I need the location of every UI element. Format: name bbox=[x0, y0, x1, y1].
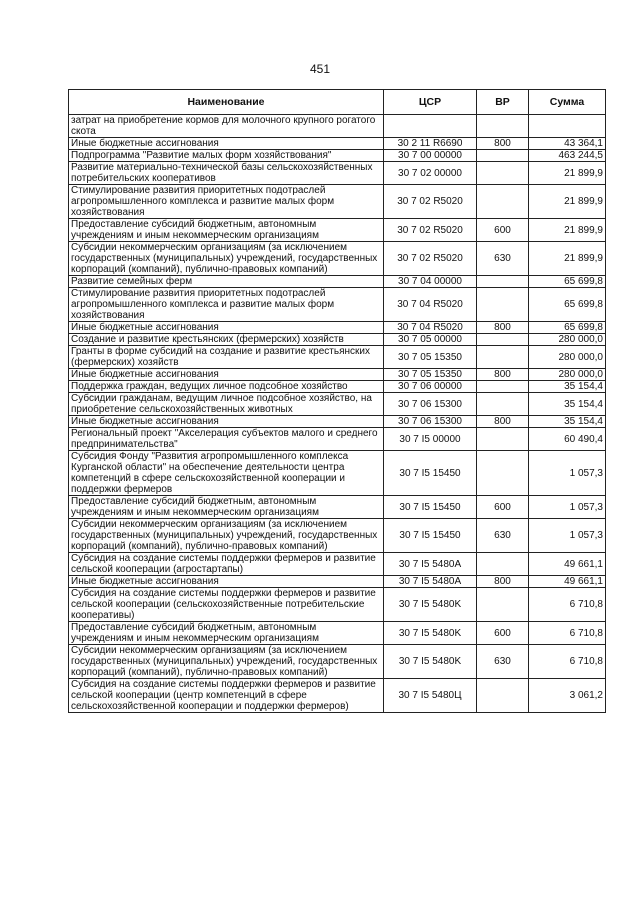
cell-name: Иные бюджетные ассигнования bbox=[69, 369, 384, 381]
cell-sum: 1 057,3 bbox=[529, 451, 606, 496]
cell-csr: 30 7 I5 5480K bbox=[384, 588, 477, 622]
cell-name: Развитие материально-технической базы сельскохозяйственных потребительских кооперативов bbox=[69, 162, 384, 185]
cell-sum: 21 899,9 bbox=[529, 162, 606, 185]
cell-name: Субсидия на создание системы поддержки фермеров и развитие сельской кооперации (сельскохозяйственные потребительские кооперативы) bbox=[69, 588, 384, 622]
cell-csr: 30 7 04 00000 bbox=[384, 276, 477, 288]
cell-name: Поддержка граждан, ведущих личное подсобное хозяйство bbox=[69, 381, 384, 393]
table-row bbox=[69, 588, 606, 622]
cell-name: затрат на приобретение кормов для молочного крупного рогатого скота bbox=[69, 115, 384, 138]
cell-csr: 30 7 06 00000 bbox=[384, 381, 477, 393]
cell-csr: 30 7 I5 5480K bbox=[384, 622, 477, 645]
cell-csr bbox=[384, 115, 477, 138]
cell-vr: 800 bbox=[477, 322, 529, 334]
cell-csr: 30 7 04 R5020 bbox=[384, 322, 477, 334]
cell-csr: 30 7 02 R5020 bbox=[384, 219, 477, 242]
cell-vr: 600 bbox=[477, 496, 529, 519]
cell-sum: 6 710,8 bbox=[529, 622, 606, 645]
cell-vr bbox=[477, 381, 529, 393]
header-name: Наименование bbox=[69, 90, 384, 115]
cell-sum: 21 899,9 bbox=[529, 242, 606, 276]
table-row bbox=[69, 393, 606, 416]
table-row bbox=[69, 645, 606, 679]
cell-sum: 6 710,8 bbox=[529, 588, 606, 622]
cell-name: Субсидии некоммерческим организациям (за исключением государственных (муниципальных) учреждений, государственных корпораций (компаний), публично-правовых компаний) bbox=[69, 519, 384, 553]
cell-vr: 600 bbox=[477, 219, 529, 242]
cell-name: Субсидия Фонду "Развития агропромышленного комплекса Курганской области" на обеспечение деятельности центра компетенций в сфере сельскохозяйственной кооперации и поддержки фермеров bbox=[69, 451, 384, 496]
cell-vr bbox=[477, 679, 529, 713]
cell-vr bbox=[477, 185, 529, 219]
cell-vr bbox=[477, 334, 529, 346]
cell-vr: 800 bbox=[477, 416, 529, 428]
cell-name: Иные бюджетные ассигнования bbox=[69, 138, 384, 150]
cell-name: Субсидия на создание системы поддержки фермеров и развитие сельской кооперации (агростартапы) bbox=[69, 553, 384, 576]
cell-sum bbox=[529, 115, 606, 138]
cell-name: Субсидия на создание системы поддержки фермеров и развитие сельской кооперации (центр компетенций в сфере сельскохозяйственной кооперации и поддержки фермеров) bbox=[69, 679, 384, 713]
cell-vr: 800 bbox=[477, 369, 529, 381]
table-row bbox=[69, 622, 606, 645]
table-row bbox=[69, 219, 606, 242]
page-number: 451 bbox=[309, 62, 331, 76]
cell-sum: 35 154,4 bbox=[529, 393, 606, 416]
cell-csr: 30 7 02 00000 bbox=[384, 162, 477, 185]
cell-name: Субсидии некоммерческим организациям (за исключением государственных (муниципальных) учреждений, государственных корпораций (компаний), публично-правовых компаний) bbox=[69, 645, 384, 679]
cell-name: Развитие семейных ферм bbox=[69, 276, 384, 288]
table-row bbox=[69, 496, 606, 519]
cell-sum: 49 661,1 bbox=[529, 553, 606, 576]
cell-csr: 30 2 11 R6690 bbox=[384, 138, 477, 150]
cell-sum: 21 899,9 bbox=[529, 185, 606, 219]
cell-csr: 30 7 05 15350 bbox=[384, 369, 477, 381]
cell-vr bbox=[477, 150, 529, 162]
table-row bbox=[69, 322, 606, 334]
cell-vr bbox=[477, 428, 529, 451]
cell-sum: 65 699,8 bbox=[529, 276, 606, 288]
cell-sum: 65 699,8 bbox=[529, 322, 606, 334]
cell-vr: 600 bbox=[477, 622, 529, 645]
cell-sum: 35 154,4 bbox=[529, 381, 606, 393]
cell-csr: 30 7 I5 00000 bbox=[384, 428, 477, 451]
table-row bbox=[69, 115, 606, 138]
table-row bbox=[69, 576, 606, 588]
cell-sum: 60 490,4 bbox=[529, 428, 606, 451]
cell-sum: 6 710,8 bbox=[529, 645, 606, 679]
table-row bbox=[69, 679, 606, 713]
cell-name: Иные бюджетные ассигнования bbox=[69, 576, 384, 588]
cell-vr: 630 bbox=[477, 242, 529, 276]
cell-name: Подпрограмма "Развитие малых форм хозяйствования" bbox=[69, 150, 384, 162]
cell-vr bbox=[477, 115, 529, 138]
table-row bbox=[69, 288, 606, 322]
cell-csr: 30 7 I5 5480A bbox=[384, 553, 477, 576]
cell-csr: 30 7 02 R5020 bbox=[384, 185, 477, 219]
cell-vr bbox=[477, 393, 529, 416]
cell-name: Предоставление субсидий бюджетным, автономным учреждениям и иным некоммерческим организациям bbox=[69, 219, 384, 242]
table-row bbox=[69, 334, 606, 346]
cell-vr bbox=[477, 276, 529, 288]
table-row bbox=[69, 242, 606, 276]
cell-name: Гранты в форме субсидий на создание и развитие крестьянских (фермерских) хозяйств bbox=[69, 346, 384, 369]
cell-vr bbox=[477, 588, 529, 622]
cell-name: Стимулирование развития приоритетных подотраслей агропромышленного комплекса и развитие малых форм хозяйствования bbox=[69, 185, 384, 219]
header-sum: Сумма bbox=[529, 90, 606, 115]
cell-vr bbox=[477, 162, 529, 185]
table-row bbox=[69, 162, 606, 185]
cell-vr bbox=[477, 288, 529, 322]
table-row bbox=[69, 428, 606, 451]
table-row bbox=[69, 381, 606, 393]
cell-csr: 30 7 I5 5480Ц bbox=[384, 679, 477, 713]
table-row bbox=[69, 416, 606, 428]
header-row bbox=[69, 90, 606, 115]
cell-name: Создание и развитие крестьянских (фермерских) хозяйств bbox=[69, 334, 384, 346]
table-row bbox=[69, 150, 606, 162]
cell-csr: 30 7 I5 5480A bbox=[384, 576, 477, 588]
cell-name: Субсидии гражданам, ведущим личное подсобное хозяйство, на приобретение сельскохозяйственных животных bbox=[69, 393, 384, 416]
cell-csr: 30 7 I5 5480K bbox=[384, 645, 477, 679]
cell-vr: 800 bbox=[477, 138, 529, 150]
cell-name: Региональный проект "Акселерация субъектов малого и среднего предпринимательства" bbox=[69, 428, 384, 451]
table-row bbox=[69, 346, 606, 369]
cell-vr bbox=[477, 451, 529, 496]
cell-vr: 630 bbox=[477, 519, 529, 553]
cell-csr: 30 7 I5 15450 bbox=[384, 519, 477, 553]
cell-sum: 1 057,3 bbox=[529, 496, 606, 519]
cell-csr: 30 7 06 15300 bbox=[384, 416, 477, 428]
table-body bbox=[69, 115, 606, 713]
table-row bbox=[69, 138, 606, 150]
cell-vr: 800 bbox=[477, 576, 529, 588]
cell-sum: 49 661,1 bbox=[529, 576, 606, 588]
cell-sum: 280 000,0 bbox=[529, 334, 606, 346]
cell-sum: 1 057,3 bbox=[529, 519, 606, 553]
cell-name: Иные бюджетные ассигнования bbox=[69, 322, 384, 334]
cell-name: Стимулирование развития приоритетных подотраслей агропромышленного комплекса и развитие малых форм хозяйствования bbox=[69, 288, 384, 322]
cell-vr bbox=[477, 346, 529, 369]
header-vr: ВР bbox=[477, 90, 529, 115]
cell-name: Предоставление субсидий бюджетным, автономным учреждениям и иным некоммерческим организациям bbox=[69, 622, 384, 645]
cell-name: Иные бюджетные ассигнования bbox=[69, 416, 384, 428]
cell-csr: 30 7 05 00000 bbox=[384, 334, 477, 346]
cell-csr: 30 7 I5 15450 bbox=[384, 496, 477, 519]
table-row bbox=[69, 369, 606, 381]
cell-vr bbox=[477, 553, 529, 576]
cell-sum: 21 899,9 bbox=[529, 219, 606, 242]
cell-name: Предоставление субсидий бюджетным, автономным учреждениям и иным некоммерческим организациям bbox=[69, 496, 384, 519]
cell-sum: 280 000,0 bbox=[529, 346, 606, 369]
cell-sum: 463 244,5 bbox=[529, 150, 606, 162]
cell-sum: 280 000,0 bbox=[529, 369, 606, 381]
cell-csr: 30 7 I5 15450 bbox=[384, 451, 477, 496]
table-row bbox=[69, 185, 606, 219]
cell-csr: 30 7 06 15300 bbox=[384, 393, 477, 416]
table-row bbox=[69, 553, 606, 576]
cell-csr: 30 7 02 R5020 bbox=[384, 242, 477, 276]
table-row bbox=[69, 451, 606, 496]
cell-csr: 30 7 05 15350 bbox=[384, 346, 477, 369]
cell-csr: 30 7 00 00000 bbox=[384, 150, 477, 162]
cell-name: Субсидии некоммерческим организациям (за исключением государственных (муниципальных) учреждений, государственных корпораций (компаний), публично-правовых компаний) bbox=[69, 242, 384, 276]
budget-table bbox=[68, 89, 606, 713]
cell-sum: 65 699,8 bbox=[529, 288, 606, 322]
cell-csr: 30 7 04 R5020 bbox=[384, 288, 477, 322]
cell-vr: 630 bbox=[477, 645, 529, 679]
cell-sum: 3 061,2 bbox=[529, 679, 606, 713]
table-row bbox=[69, 519, 606, 553]
cell-sum: 43 364,1 bbox=[529, 138, 606, 150]
table-row bbox=[69, 276, 606, 288]
header-csr: ЦСР bbox=[384, 90, 477, 115]
cell-sum: 35 154,4 bbox=[529, 416, 606, 428]
